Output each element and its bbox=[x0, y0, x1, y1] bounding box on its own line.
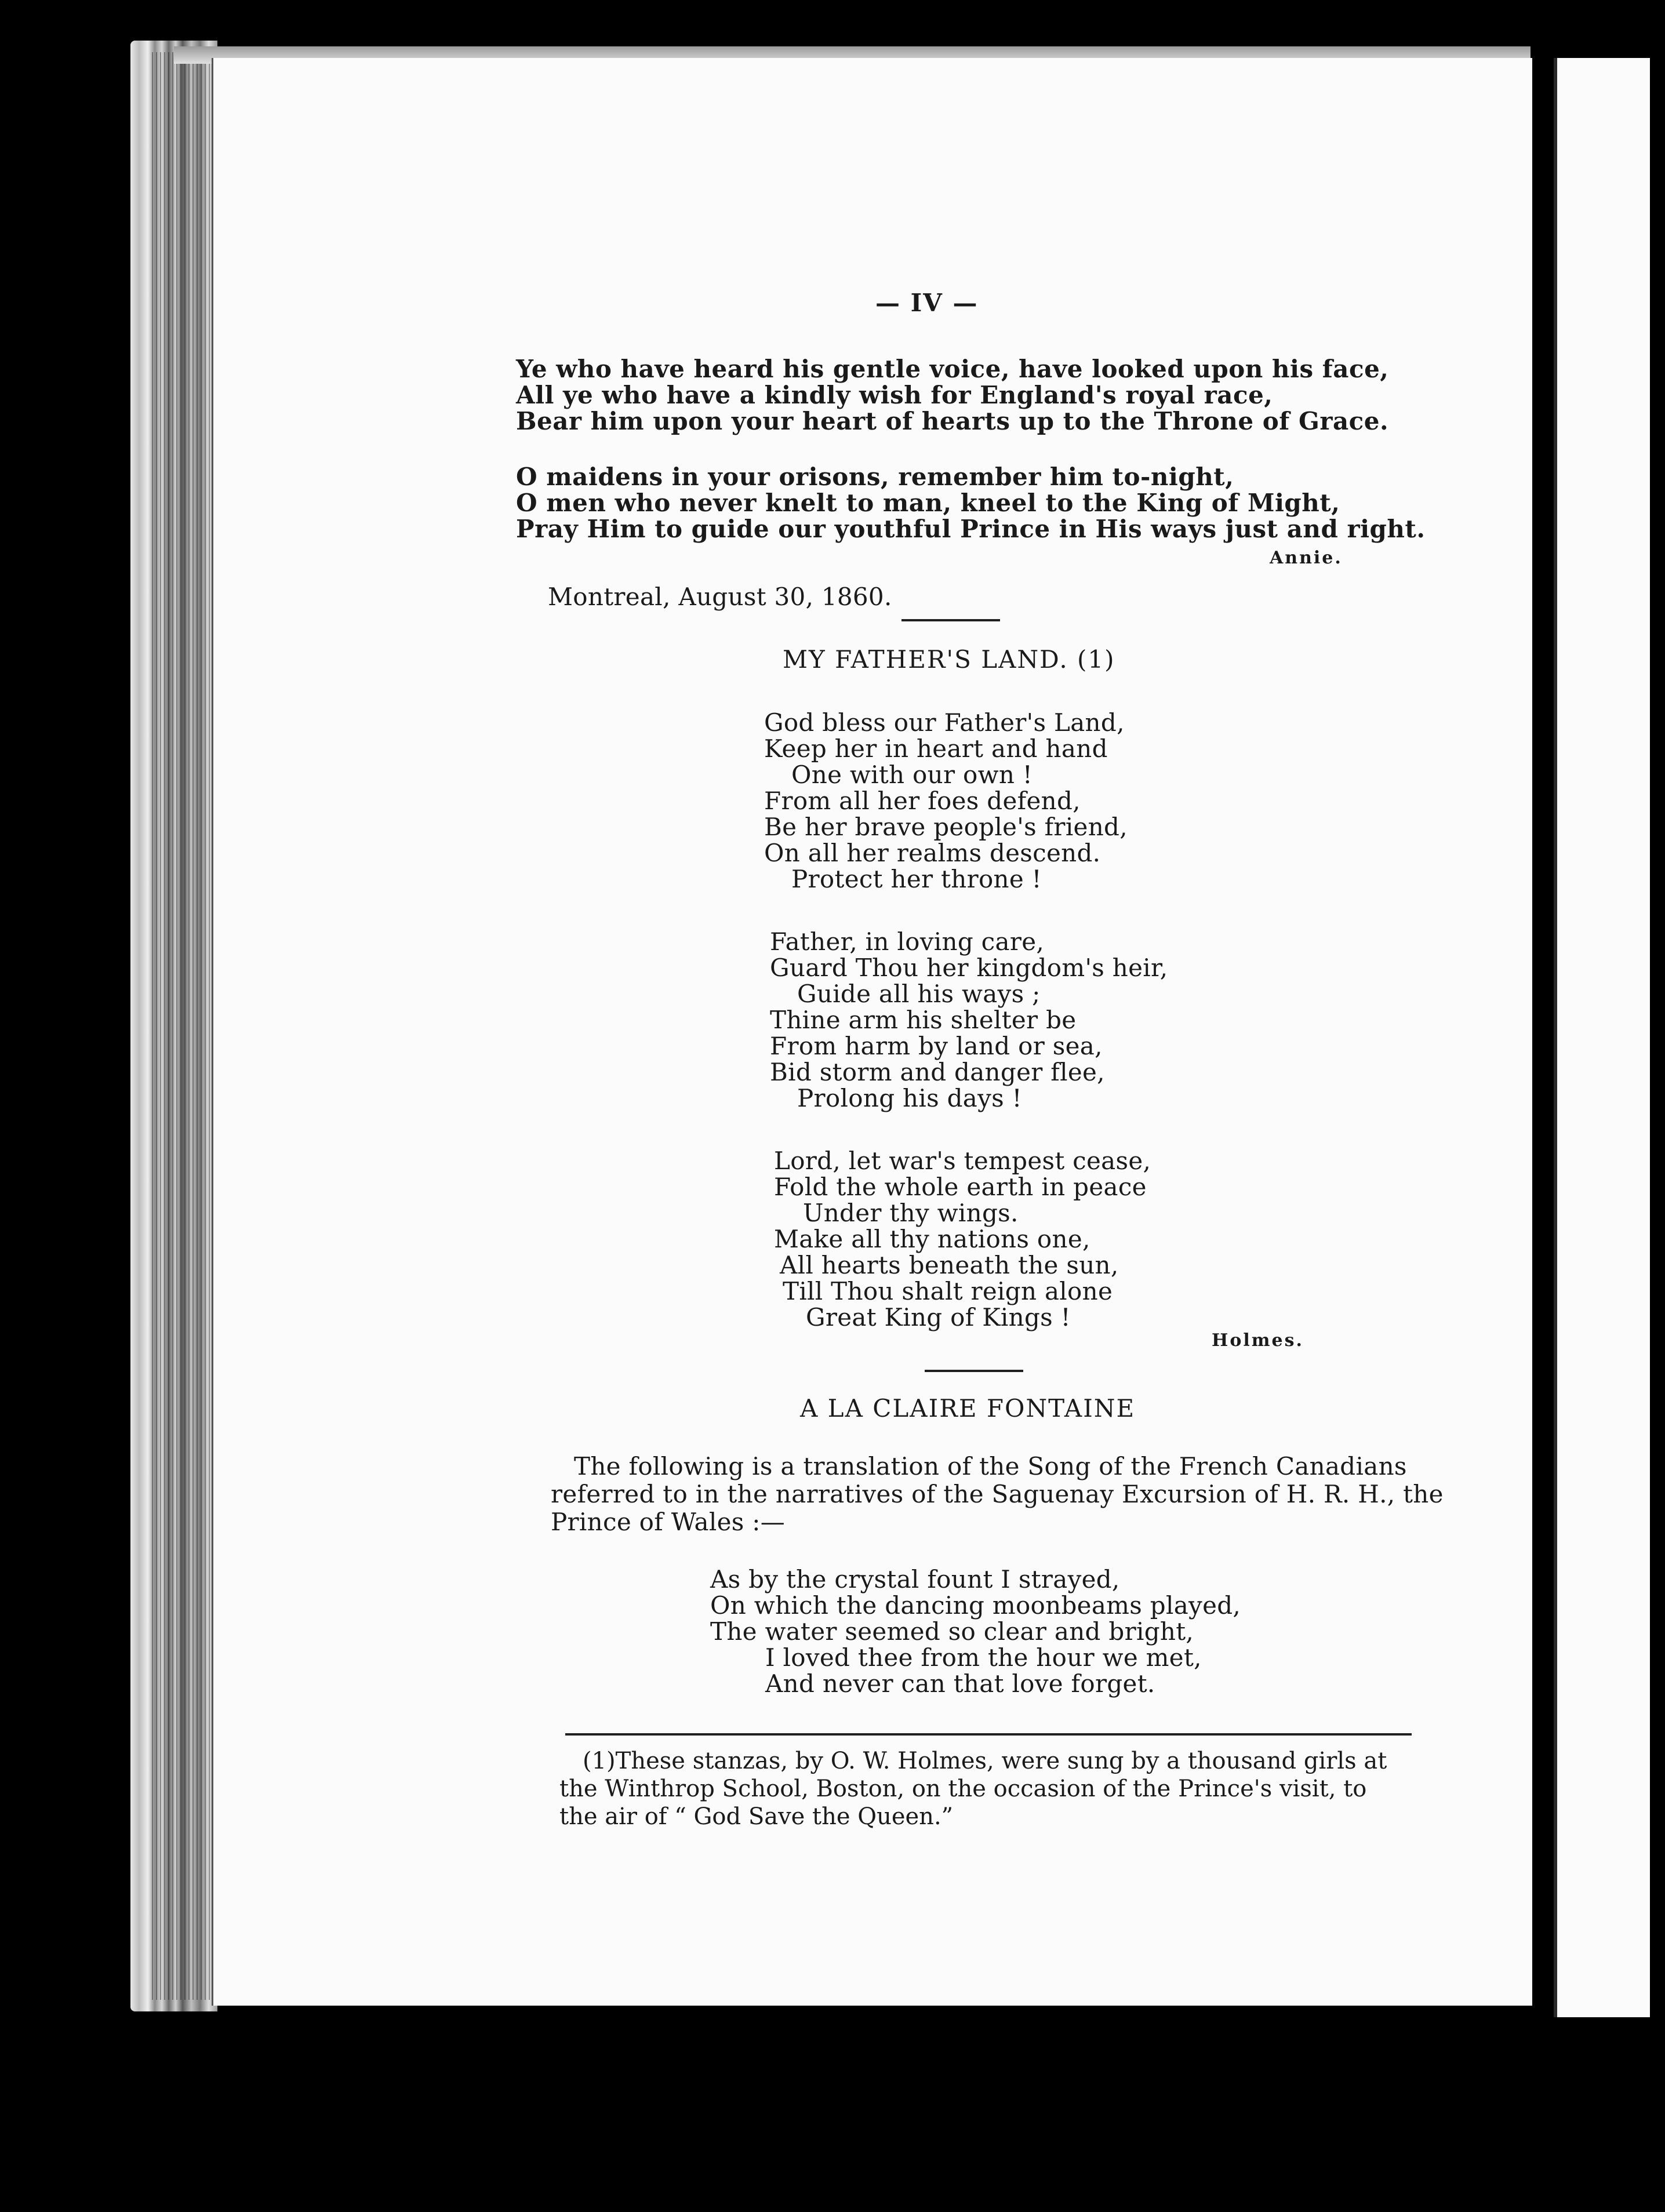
poem-line: Ye who have heard his gentle voice, have looked upon his face, bbox=[516, 355, 1389, 383]
poem-line: I loved thee from the hour we met, bbox=[765, 1643, 1202, 1672]
section-title: MY FATHER'S LAND. (1) bbox=[783, 645, 1115, 674]
poem-line: And never can that love forget. bbox=[765, 1669, 1155, 1698]
page-edges bbox=[152, 52, 210, 2000]
section-rule bbox=[925, 1370, 1023, 1372]
poem-line: Great King of Kings ! bbox=[806, 1303, 1071, 1331]
poem-line: Lord, let war's tempest cease, bbox=[774, 1147, 1151, 1175]
dateline: Montreal, August 30, 1860. bbox=[548, 583, 892, 611]
poem-line: As by the crystal fount I strayed, bbox=[710, 1565, 1120, 1593]
poem-signature: Annie. bbox=[1270, 548, 1343, 568]
footnote-rule bbox=[565, 1733, 1412, 1736]
poem-line: All hearts beneath the sun, bbox=[780, 1251, 1119, 1279]
poem-line: One with our own ! bbox=[791, 761, 1033, 789]
intro-line: referred to in the narratives of the Saguenay Excursion of H. R. H., the bbox=[551, 1480, 1444, 1508]
poem-line: Pray Him to guide our youthful Prince in His ways just and right. bbox=[516, 515, 1426, 543]
poem-line: God bless our Father's Land, bbox=[764, 708, 1125, 737]
poem-line: Bear him upon your heart of hearts up to the Throne of Grace. bbox=[516, 407, 1389, 435]
facing-page-edge bbox=[1554, 58, 1650, 2017]
poem-line: All ye who have a kindly wish for England's royal race, bbox=[516, 381, 1273, 409]
poem-line: Guide all his ways ; bbox=[797, 980, 1041, 1008]
poem-line: On all her realms descend. bbox=[764, 839, 1101, 867]
poem-signature: Holmes. bbox=[1212, 1330, 1304, 1351]
poem-line: Guard Thou her kingdom's heir, bbox=[770, 954, 1168, 982]
poem-line: Prolong his days ! bbox=[797, 1084, 1022, 1112]
page-number: — IV — bbox=[875, 289, 979, 317]
poem-line: From harm by land or sea, bbox=[770, 1032, 1103, 1060]
section-rule bbox=[901, 619, 1000, 621]
poem-line: Protect her throne ! bbox=[791, 865, 1042, 893]
intro-line: Prince of Wales :— bbox=[551, 1508, 786, 1536]
footnote-line: the air of “ God Save the Queen.” bbox=[559, 1803, 954, 1830]
poem-line: O men who never knelt to man, kneel to the King of Might, bbox=[516, 489, 1340, 517]
poem-line: Keep her in heart and hand bbox=[764, 734, 1108, 763]
poem-line: O maidens in your orisons, remember him to-night, bbox=[516, 463, 1234, 491]
poem-line: Fold the whole earth in peace bbox=[774, 1173, 1147, 1201]
section-title: A LA CLAIRE FONTAINE bbox=[800, 1394, 1136, 1422]
poem-line: Bid storm and danger flee, bbox=[770, 1058, 1105, 1086]
poem-line: Till Thou shalt reign alone bbox=[783, 1277, 1113, 1305]
poem-line: Make all thy nations one, bbox=[774, 1225, 1090, 1253]
poem-line: Thine arm his shelter be bbox=[770, 1006, 1077, 1034]
poem-line: Be her brave people's friend, bbox=[764, 813, 1128, 841]
poem-line: From all her foes defend, bbox=[764, 787, 1081, 815]
footnote-line: (1)These stanzas, by O. W. Holmes, were sung by a thousand girls at bbox=[583, 1748, 1387, 1774]
poem-line: The water seemed so clear and bright, bbox=[710, 1617, 1194, 1646]
poem-line: On which the dancing moonbeams played, bbox=[710, 1591, 1241, 1620]
footnote-line: the Winthrop School, Boston, on the occasion of the Prince's visit, to bbox=[559, 1776, 1367, 1802]
poem-line: Father, in loving care, bbox=[770, 927, 1045, 956]
poem-line: Under thy wings. bbox=[803, 1199, 1019, 1227]
intro-line: The following is a translation of the Song of the French Canadians bbox=[574, 1452, 1407, 1480]
